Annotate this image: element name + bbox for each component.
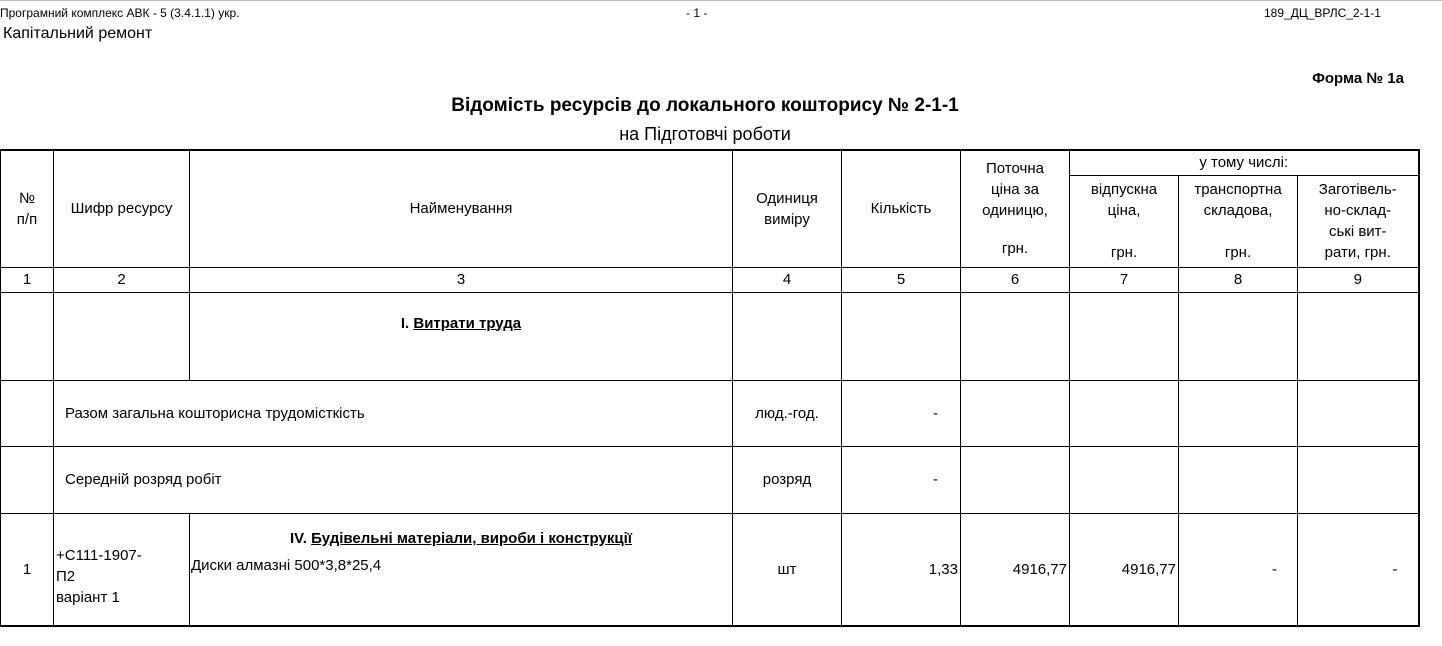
item-qty: 1,33 <box>842 513 961 626</box>
avg-grade-qty: - <box>842 446 961 513</box>
item-name-cell <box>190 513 733 626</box>
col-number: 4 <box>733 267 842 292</box>
total-labor-label: Разом загальна кошторисна трудомісткість <box>54 380 733 446</box>
col-header-procurement: Заготівель- но-склад- ські вит- рати, грн. <box>1298 175 1419 267</box>
section-labor-heading: I. Витрати труда <box>190 292 733 380</box>
col-header-num: № п/п <box>1 150 54 267</box>
resources-table <box>0 149 1420 627</box>
top-border-line <box>0 0 1442 1</box>
col-number: 9 <box>1298 267 1419 292</box>
item-price: 4916,77 <box>961 513 1070 626</box>
col-number: 5 <box>842 267 961 292</box>
col-header-name: Найменування <box>190 150 733 267</box>
item-name: Диски алмазні 500*3,8*25,4 <box>191 556 382 574</box>
item-unit: шт <box>733 513 842 626</box>
item-procurement: - <box>1298 513 1419 626</box>
col-header-qty: Кількість <box>842 150 961 267</box>
document-code: 189_ДЦ_ВРЛС_2-1-1 <box>1264 6 1381 20</box>
item-release-price: 4916,77 <box>1070 513 1179 626</box>
page-subtitle: на Підготовчі роботи <box>619 124 791 144</box>
total-labor-unit: люд.-год. <box>733 380 842 446</box>
item-code: +С111-1907- П2 варіант 1 <box>54 513 190 626</box>
section-labor-row <box>1 292 1419 380</box>
item-transport: - <box>1179 513 1298 626</box>
col-number: 8 <box>1179 267 1298 292</box>
total-labor-qty: - <box>842 380 961 446</box>
column-numbers-row <box>1 267 1419 292</box>
avg-grade-label: Середній розряд робіт <box>54 446 733 513</box>
table-row <box>1 380 1419 446</box>
item-number: 1 <box>1 513 54 626</box>
col-number: 3 <box>190 267 733 292</box>
col-number: 7 <box>1070 267 1179 292</box>
section-materials-heading: IV. Будівельні матеріали, вироби і конструкції <box>290 529 632 547</box>
avg-grade-unit: розряд <box>733 446 842 513</box>
col-header-including: у тому числі: <box>1070 150 1419 175</box>
col-header-transport: транспортна складова, грн. <box>1179 175 1298 267</box>
form-number: Форма № 1а <box>1312 70 1404 87</box>
col-header-release: відпускна ціна, грн. <box>1070 175 1179 267</box>
table-row <box>1 446 1419 513</box>
col-header-code: Шифр ресурсу <box>54 150 190 267</box>
col-number: 1 <box>1 267 54 292</box>
col-header-unit: Одиниця виміру <box>733 150 842 267</box>
page-title: Відомість ресурсів до локального кошторису № 2-1-1 <box>451 95 959 116</box>
col-number: 2 <box>54 267 190 292</box>
table-row <box>1 513 1419 626</box>
page-number: - 1 - <box>686 6 708 20</box>
program-name: Програмний комплекс АВК - 5 (3.4.1.1) укр. <box>0 6 240 20</box>
col-header-price: Поточна ціна за одиницю, грн. <box>961 150 1070 267</box>
col-number: 6 <box>961 267 1070 292</box>
repair-type-label: Капітальний ремонт <box>3 25 153 42</box>
